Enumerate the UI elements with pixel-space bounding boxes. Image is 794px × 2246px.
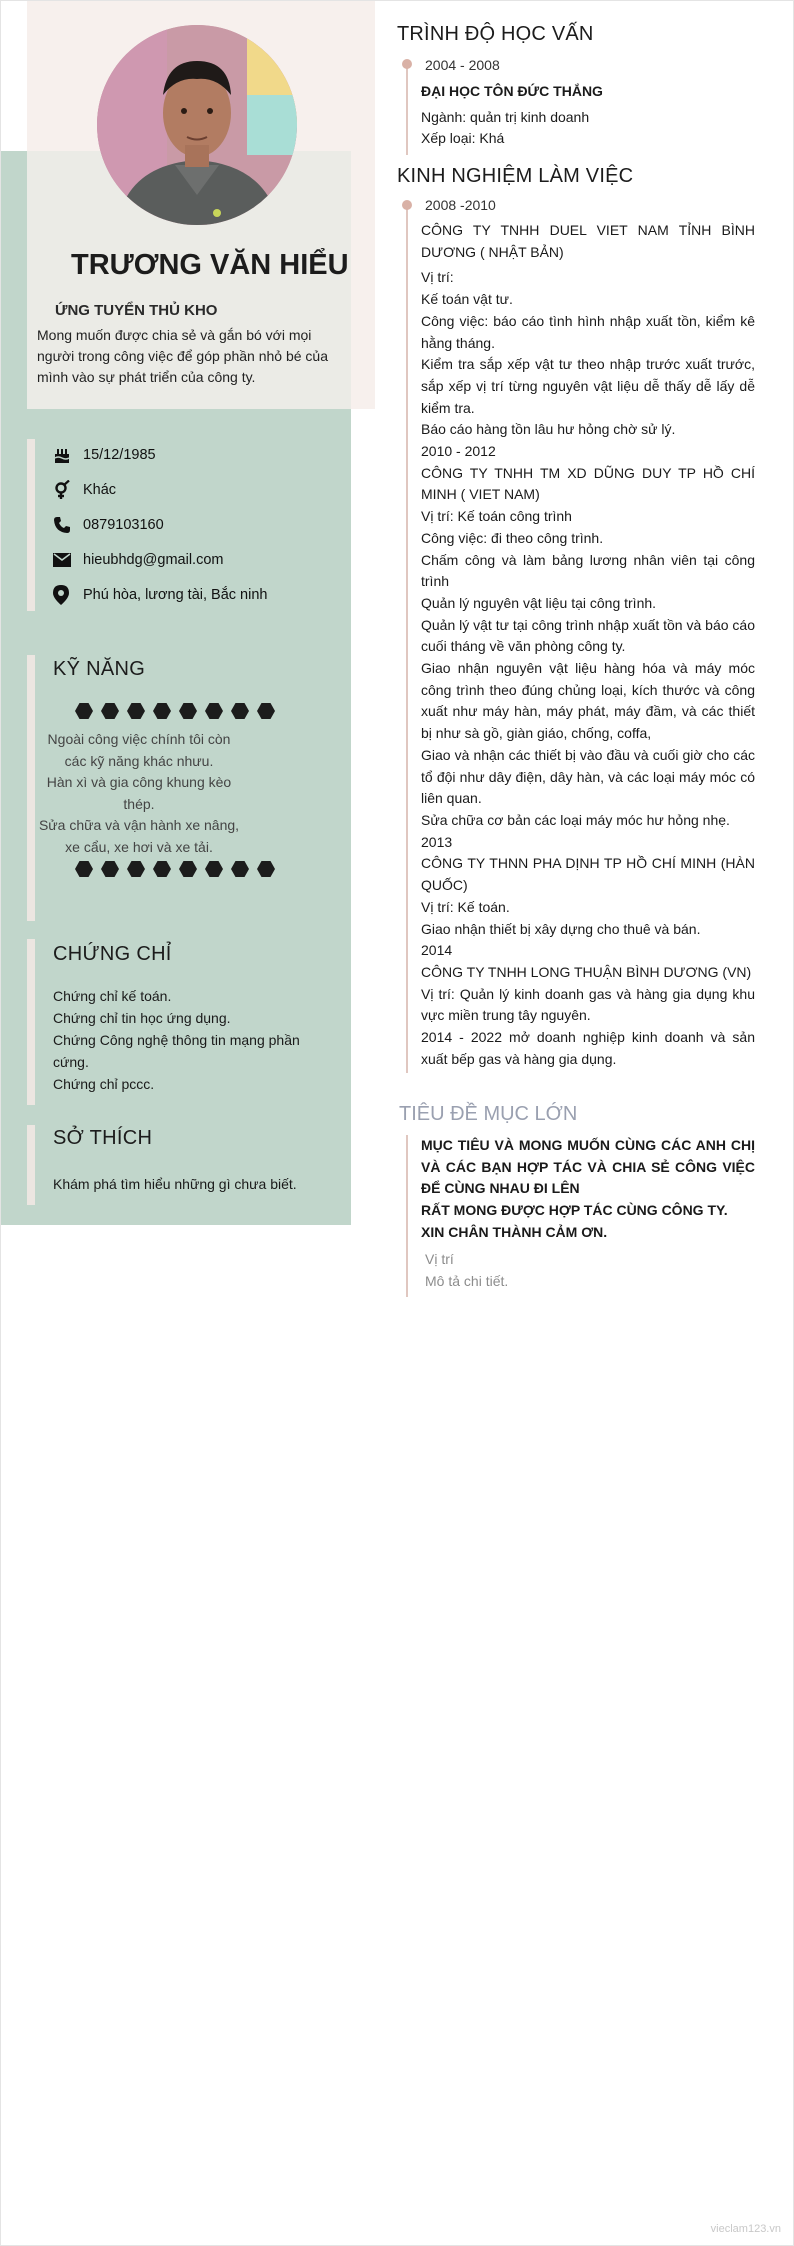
extra-description-placeholder: Mô tả chi tiết. — [425, 1272, 509, 1289]
education-details — [421, 81, 755, 150]
extra-timeline — [406, 1135, 408, 1297]
experience-line: Kiểm tra sắp xếp vật tư theo nhập trước xuất trước, sắp xếp vị trí từng nguyên vật liệu dễ thấy dễ lấy dễ kiểm tra. — [421, 356, 755, 416]
extra-heading — [421, 1135, 755, 1244]
experience-line: 2014 — [421, 942, 453, 959]
address-value: Phú hòa, lương tài, Bắc ninh — [83, 587, 268, 603]
rating-dot — [75, 703, 93, 719]
extra-details — [425, 1249, 759, 1292]
education-timeline-dot — [402, 59, 412, 69]
experience-title: KINH NGHIỆM LÀM VIỆC — [397, 165, 634, 187]
contact-birthday — [53, 444, 156, 466]
experience-line: Quản lý vật tư tại công trình nhập xuất tồn và báo cáo cuối tháng về văn phòng công ty. — [421, 616, 755, 655]
experience-line: Công việc: báo cáo tình hình nhập xuất tồn, kiểm kê hằng tháng. — [421, 312, 755, 351]
experience-line: Giao nhận thiết bị xây dựng cho thuê và bán. — [421, 920, 701, 937]
contact-phone — [53, 514, 164, 536]
education-title: TRÌNH ĐỘ HỌC VẤN — [397, 23, 594, 45]
skill-rating-top — [75, 703, 275, 719]
career-objective: Mong muốn được chia sẻ và gắn bó với mọi người trong công việc để góp phần nhỏ bé của mình vào sự phát triển của công ty. — [37, 327, 328, 385]
birthday-value: 15/12/1985 — [83, 447, 156, 463]
rating-dot — [205, 861, 223, 877]
certificate-list — [53, 985, 325, 1095]
contact-email — [53, 549, 223, 571]
experience-line: 2014 - 2022 mở doanh nghiệp kinh doanh và sản xuất bếp gas và hàng gia dụng. — [421, 1029, 755, 1067]
gender-value: Khác — [83, 482, 117, 498]
rating-dot — [153, 703, 171, 719]
hobbies-accent-bar — [27, 1125, 35, 1205]
rating-dot — [231, 861, 249, 877]
rating-dot — [257, 703, 275, 719]
extra-heading-line: XIN CHÂN THÀNH CẢM ƠN. — [421, 1223, 608, 1240]
experience-line: Giao và nhận các thiết bị vào đầu và cuối giờ cho các tổ đội như dây điện, dây hàn, và các loại máy móc có liên quan. — [421, 746, 755, 807]
rating-dot — [205, 703, 223, 719]
skill-rating-bottom — [75, 861, 275, 877]
certificate-item: Chứng Công nghệ thông tin mạng phần cứng. — [53, 1032, 300, 1070]
school-name: ĐẠI HỌC TÔN ĐỨC THẮNG — [421, 83, 603, 99]
applied-position: ỨNG TUYỂN THỦ KHO — [55, 302, 218, 319]
rating-dot — [127, 861, 145, 877]
rating-dot — [101, 703, 119, 719]
certificate-item: Chứng chỉ tin học ứng dụng. — [53, 1010, 231, 1026]
experience-line: 2010 - 2012 — [421, 443, 496, 460]
experience-line: Sửa chữa cơ bản các loại máy móc hư hỏng nhẹ. — [421, 811, 730, 828]
hobbies-title: SỞ THÍCH — [53, 1127, 153, 1149]
rating-dot — [257, 861, 275, 877]
experience-line: Quản lý nguyên vật liệu tại công trình. — [421, 594, 657, 611]
rating-dot — [75, 861, 93, 877]
rating-dot — [231, 703, 249, 719]
contact-gender — [53, 479, 116, 501]
education-major: Ngành: quản trị kinh doanh — [421, 108, 590, 125]
experience-line: Báo cáo hàng tồn lâu hư hỏng chờ sử lý. — [421, 421, 676, 438]
skill-description — [31, 729, 247, 858]
experience-line: CÔNG TY TNHH TM XD DŨNG DUY TP HỒ CHÍ MINH ( VIET NAM) — [421, 464, 755, 503]
certificates-accent-bar — [27, 939, 35, 1105]
extra-heading-line: RẤT MONG ĐƯỢC HỢP TÁC CÙNG CÔNG TY. — [421, 1202, 728, 1219]
skills-title: KỸ NĂNG — [53, 658, 146, 680]
education-timeline — [406, 61, 408, 155]
experience-line: Vị trí: Kế toán. — [421, 898, 510, 915]
rating-dot — [101, 861, 119, 877]
email-value[interactable]: hieubhdg@gmail.com — [83, 552, 224, 568]
experience-line: 2013 — [421, 833, 453, 850]
profile-photo — [97, 25, 297, 225]
extra-position-placeholder: Vị trí — [425, 1251, 454, 1267]
experience-line: CÔNG TY TNHH LONG THUẬN BÌNH DƯƠNG (VN) — [421, 963, 752, 980]
extra-heading-line: MỤC TIÊU VÀ MONG MUỐN CÙNG CÁC ANH CHỊ VÀ CÁC BẠN HỢP TÁC VÀ CHIA SẺ CÔNG VIỆC ĐỂ CÙNG NHAU ĐI LÊN — [421, 1137, 755, 1197]
location-pin-icon — [53, 584, 77, 606]
candidate-name: TRƯƠNG VĂN HIỂU — [71, 249, 349, 281]
skill-line: Ngoài công việc chính tôi còn — [47, 731, 231, 747]
experience-line: Kế toán vật tư. — [421, 291, 513, 308]
birthday-cake-icon — [53, 444, 77, 466]
experience-line: Giao nhận nguyên vật liệu hàng hóa và máy móc công trình theo đúng chủng loại, kích thước và công xuất như máy hàn, máy phát, máy đầm, và các thiết bị như sà gồ, giàn giáo, chống, coffa, — [421, 660, 755, 742]
avatar — [97, 25, 297, 225]
experience-timeline-dot — [402, 200, 412, 210]
email-icon — [53, 549, 77, 571]
education-grade: Xếp loại: Khá — [421, 130, 505, 147]
experience-line: CÔNG TY THNN PHA DỊNH TP HỒ CHÍ MINH (HÀN QUỐC) — [421, 855, 755, 894]
experience-line: Vị trí: — [421, 269, 454, 286]
skill-line: Hàn xì và gia công khung kèo — [46, 774, 232, 790]
experience-details — [421, 220, 755, 1070]
experience-line: Chấm công và làm bảng lương nhân viên tại công trình — [421, 551, 755, 590]
certificate-item: Chứng chỉ pccc. — [53, 1076, 155, 1092]
hobbies-text: Khám phá tìm hiểu những gì chưa biết. — [53, 1176, 297, 1192]
rating-dot — [127, 703, 145, 719]
gender-icon — [53, 479, 77, 501]
watermark: vieclam123.vn — [710, 2223, 781, 2235]
contact-address — [53, 584, 267, 606]
skill-line: các kỹ năng khác nhưu. — [64, 752, 214, 769]
company-name: CÔNG TY TNHH DUEL VIET NAM TỈNH BÌNH DƯƠNG ( NHẬT BẢN) — [421, 222, 755, 260]
experience-date: 2008 -2010 — [425, 197, 496, 213]
skill-line: Sửa chữa và vận hành xe nâng, — [38, 817, 240, 833]
education-date: 2004 - 2008 — [425, 57, 500, 73]
skill-line: xe cẩu, xe hơi và xe tải. — [65, 838, 213, 855]
phone-value[interactable]: 0879103160 — [83, 517, 164, 533]
experience-timeline — [406, 203, 408, 1073]
certificates-title: CHỨNG CHỈ — [53, 943, 172, 965]
rating-dot — [179, 703, 197, 719]
certificate-item: Chứng chỉ kế toán. — [53, 988, 172, 1004]
rating-dot — [179, 861, 197, 877]
extra-section-title: TIÊU ĐỀ MỤC LỚN — [399, 1103, 578, 1125]
experience-line: Công việc: đi theo công trình. — [421, 529, 604, 546]
rating-dot — [153, 861, 171, 877]
experience-line: Vị trí: Quản lý kinh doanh gas và hàng gia dụng khu vực miền trung tây nguyên. — [421, 985, 755, 1024]
skill-line: thép. — [123, 795, 155, 812]
experience-line: Vị trí: Kế toán công trình — [421, 508, 572, 525]
phone-icon — [53, 514, 77, 536]
contact-accent-bar — [27, 439, 35, 611]
